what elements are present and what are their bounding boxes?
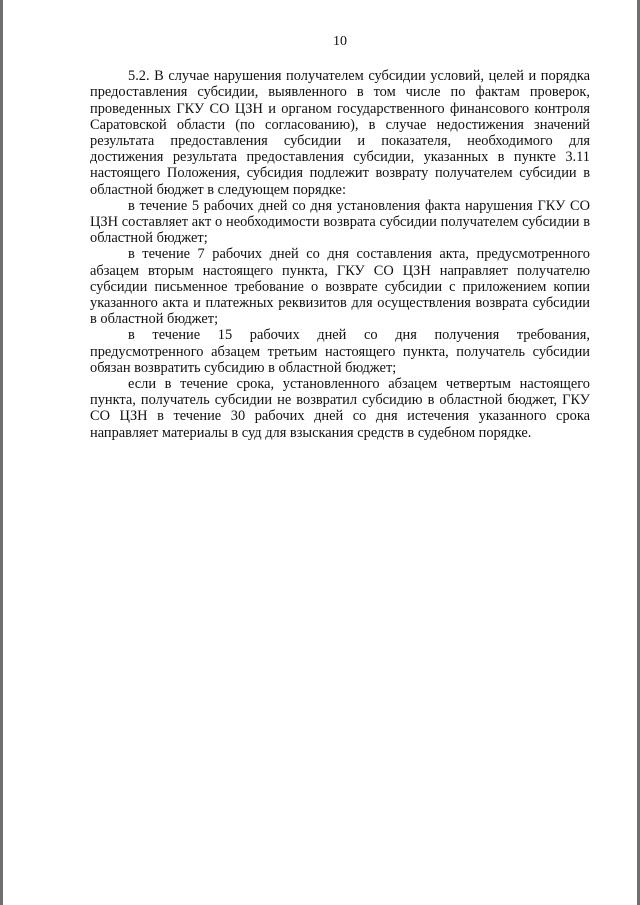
page-number: 10 [333, 34, 347, 49]
paragraph-demand-deadline: в течение 7 рабочих дней со дня составления акта, предусмотренного абзацем вторым настоящего пункта, ГКУ СО ЦЗН направляет получателю субсидии письменное требование о возврате субсидии с приложением копии указанного акта и платежных реквизитов для осуществления возврата субсидии в областной бюджет; [90, 246, 590, 328]
paragraph-act-deadline: в течение 5 рабочих дней со дня установления факта нарушения ГКУ СО ЦЗН составляет акт о необходимости возврата субсидии получателем субсидии в областной бюджет; [90, 197, 590, 247]
paragraph-return-deadline: в течение 15 рабочих дней со дня получения требования, предусмотренного абзацем третьим настоящего пункта, получатель субсидии обязан возвратить субсидию в областной бюджет; [90, 327, 590, 376]
paragraph-court-referral: если в течение срока, установленного абзацем четвертым настоящего пункта, получатель субсидии не возвратил субсидию в областной бюджет, ГКУ СО ЦЗН в течение 30 рабочих дней со дня истечения указанного срока направляет материалы в суд для взыскания средств в судебном порядке. [90, 376, 590, 441]
document-page [90, 34, 590, 441]
paragraph-5-2: 5.2. В случае нарушения получателем субсидии условий, целей и порядка предоставления субсидии, выявленного в том числе по фактам проверок, проведенных ГКУ СО ЦЗН и органом государственного финансового контроля Саратовской области (по согласованию), в случае недостижения значений результата предоставления субсидии и показателя, необходимого для достижения результата предоставления субсидии, указанных в пункте 3.11 настоящего Положения, субсидия подлежит возврату получателем субсидии в областной бюджет в следующем порядке: [90, 68, 590, 198]
scan-border-left [0, 0, 3, 905]
